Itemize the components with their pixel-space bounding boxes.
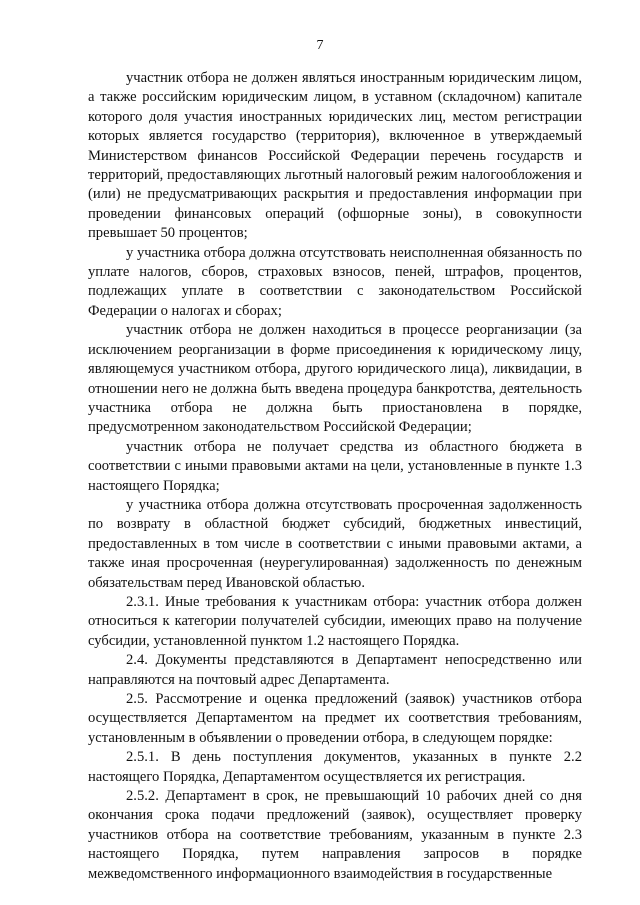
- paragraph-foreign-capital-requirement: участник отбора не должен являться иностранным юридическим лицом, а также российским юридическим лицом, в уставном (складочном) капитале которого доля участия иностранных юридических лиц, местом регистрации которых является государство (территория), включенное в утверждаемый Министерством финансов Российской Федерации перечень государств и территорий, предоставляющих льготный налоговый режим налогообложения и (или) не предусматривающих раскрытия и предоставления информации при проведении финансовых операций (офшорные зоны), в совокупности превышает 50 процентов;: [88, 70, 582, 242]
- paragraph-budget-funds-requirement: участник отбора не получает средства из областного бюджета в соответствии с иными правовыми актами на цели, установленные в пункте 1.3 настоящего Порядка;: [88, 438, 582, 494]
- paragraph-reorganization-requirement: участник отбора не должен находиться в процессе реорганизации (за исключением реорганизации в форме присоединения к юридическому лицу, являющемуся участником отбора, другого юридического лица), ликвидации, в отношении него не должна быть введена процедура банкротства, деятельность участника отбора не должна быть приостановлена в порядке, предусмотренном законодательством Российской Федерации;: [88, 322, 582, 436]
- page-number: 7: [316, 38, 324, 53]
- paragraph-2-5: 2.5. Рассмотрение и оценка предложений (заявок) участников отбора осуществляется Департаментом на предмет их соответствия требованиям, установленным в объявлении о проведении отбора, в следующем порядке:: [88, 691, 582, 746]
- paragraph-tax-debt-requirement: у участника отбора должна отсутствовать неисполненная обязанность по уплате налогов, сборов, страховых взносов, пеней, штрафов, процентов, подлежащих уплате в соответствии с законодательством Российской Федерации о налогах и сборах;: [88, 244, 582, 319]
- paragraph-2-5-1: 2.5.1. В день поступления документов, указанных в пункте 2.2 настоящего Порядка, Департаментом осуществляется их регистрация.: [88, 749, 582, 785]
- paragraph-2-3-1: 2.3.1. Иные требования к участникам отбора: участник отбора должен относиться к категории получателей субсидии, имеющих право на получение субсидии, установленной пунктом 1.2 настоящего Порядка.: [88, 593, 582, 649]
- paragraph-2-5-2: 2.5.2. Департамент в срок, не превышающий 10 рабочих дней со дня окончания срока подачи предложений (заявок), осуществляет проверку участников отбора на соответствие требованиям, указанным в пункте 2.3 настоящего Порядка, путем направления запросов в порядке межведомственного информационного взаимодействия в государственные: [88, 788, 582, 882]
- paragraph-overdue-debt-requirement: у участника отбора должна отсутствовать просроченная задолженность по возврату в областной бюджет субсидий, бюджетных инвестиций, предоставленных в том числе в соответствии с иными правовыми актами, а также иная просроченная (неурегулированная) задолженность по денежным обязательствам перед Ивановской областью.: [88, 496, 582, 591]
- paragraph-2-4: 2.4. Документы представляются в Департамент непосредственно или направляются на почтовый адрес Департамента.: [88, 652, 582, 688]
- document-body: [88, 69, 582, 884]
